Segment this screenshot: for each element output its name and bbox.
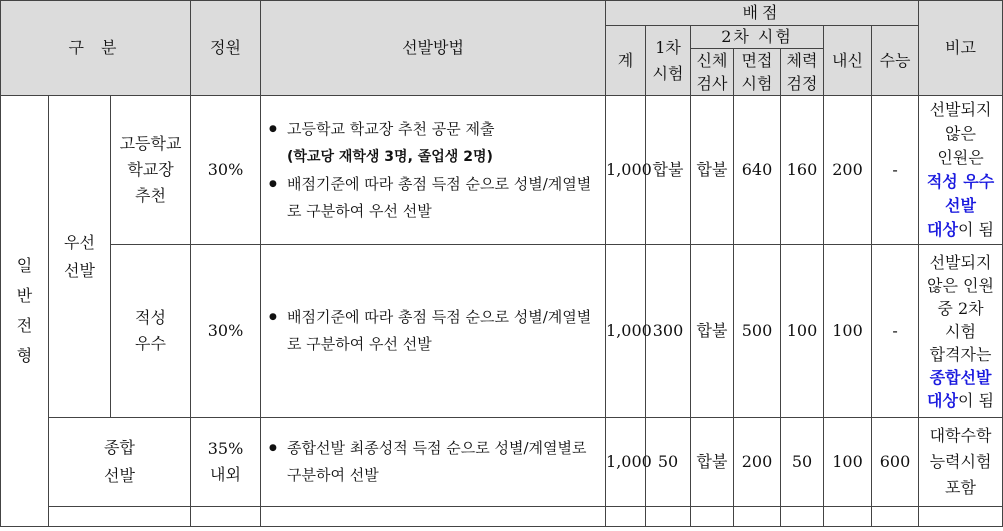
row-quota: 30% <box>191 245 261 418</box>
score-first-exam: 300 <box>646 245 691 418</box>
header-interview: 면접 시험 <box>734 49 781 96</box>
category-priority: 우선 선발 <box>49 96 111 418</box>
score-total: 1,000 <box>606 418 646 507</box>
score-naesin: 100 <box>824 245 872 418</box>
header-second-exam: 2차 시험 <box>691 26 824 49</box>
category-general: 일 반 전 형 <box>1 96 49 527</box>
header-note: 비고 <box>919 1 1003 96</box>
score-physical: 합불 <box>691 418 734 507</box>
empty-cell <box>646 507 691 527</box>
header-first-exam: 1차 시험 <box>646 26 691 96</box>
empty-cell <box>261 507 606 527</box>
empty-cell <box>691 507 734 527</box>
row-quota: 35% 내외 <box>191 418 261 507</box>
empty-cell <box>734 507 781 527</box>
list-item: ● 종합선발 최종성적 득점 순으로 성별/계열별로 구분하여 선발 <box>269 435 599 489</box>
header-method: 선발방법 <box>261 1 606 96</box>
score-physical: 합불 <box>691 245 734 418</box>
score-first-exam: 합불 <box>646 96 691 245</box>
score-total: 1,000 <box>606 96 646 245</box>
row-note: 선발되지 않은 인원은 적성 우수 선발 대상이 됨 <box>919 96 1003 245</box>
score-suneung: - <box>872 96 919 245</box>
empty-cell <box>191 507 261 527</box>
score-fitness: 160 <box>781 96 824 245</box>
score-fitness: 100 <box>781 245 824 418</box>
header-gubun: 구 분 <box>1 1 191 96</box>
list-item: ● 배점기준에 따라 총점 득점 순으로 성별/계열별로 구분하여 우선 선발 <box>269 171 599 225</box>
empty-cell <box>781 507 824 527</box>
empty-cell <box>49 507 191 527</box>
score-first-exam: 50 <box>646 418 691 507</box>
list-item: ● 배점기준에 따라 총점 득점 순으로 성별/계열별로 구분하여 우선 선발 <box>269 304 599 358</box>
empty-cell <box>824 507 872 527</box>
score-naesin: 100 <box>824 418 872 507</box>
header-physical: 신체 검사 <box>691 49 734 96</box>
empty-cell <box>872 507 919 527</box>
score-interview: 200 <box>734 418 781 507</box>
score-total: 1,000 <box>606 245 646 418</box>
score-interview: 640 <box>734 96 781 245</box>
score-naesin: 200 <box>824 96 872 245</box>
row-name: 고등학교 학교장 추천 <box>111 96 191 245</box>
score-interview: 500 <box>734 245 781 418</box>
row-method <box>261 418 606 507</box>
row-method <box>261 96 606 245</box>
header-fitness: 체력 검정 <box>781 49 824 96</box>
score-physical: 합불 <box>691 96 734 245</box>
header-suneung: 수능 <box>872 26 919 96</box>
header-naesin: 내신 <box>824 26 872 96</box>
row-name: 적성 우수 <box>111 245 191 418</box>
row-method <box>261 245 606 418</box>
header-quota: 정원 <box>191 1 261 96</box>
score-suneung: - <box>872 245 919 418</box>
row-name: 종합 선발 <box>49 418 191 507</box>
header-total: 계 <box>606 26 646 96</box>
score-fitness: 50 <box>781 418 824 507</box>
score-suneung: 600 <box>872 418 919 507</box>
row-note: 선발되지 않은 인원 중 2차 시험 합격자는 종합선발 대상이 됨 <box>919 245 1003 418</box>
row-quota: 30% <box>191 96 261 245</box>
header-scores: 배점 <box>606 1 919 26</box>
list-item: ● 고등학교 학교장 추천 공문 제출 (학교당 재학생 3명, 졸업생 2명) <box>269 116 599 171</box>
row-note: 대학수학 능력시험 포함 <box>919 418 1003 507</box>
empty-cell <box>606 507 646 527</box>
empty-cell <box>919 507 1003 527</box>
